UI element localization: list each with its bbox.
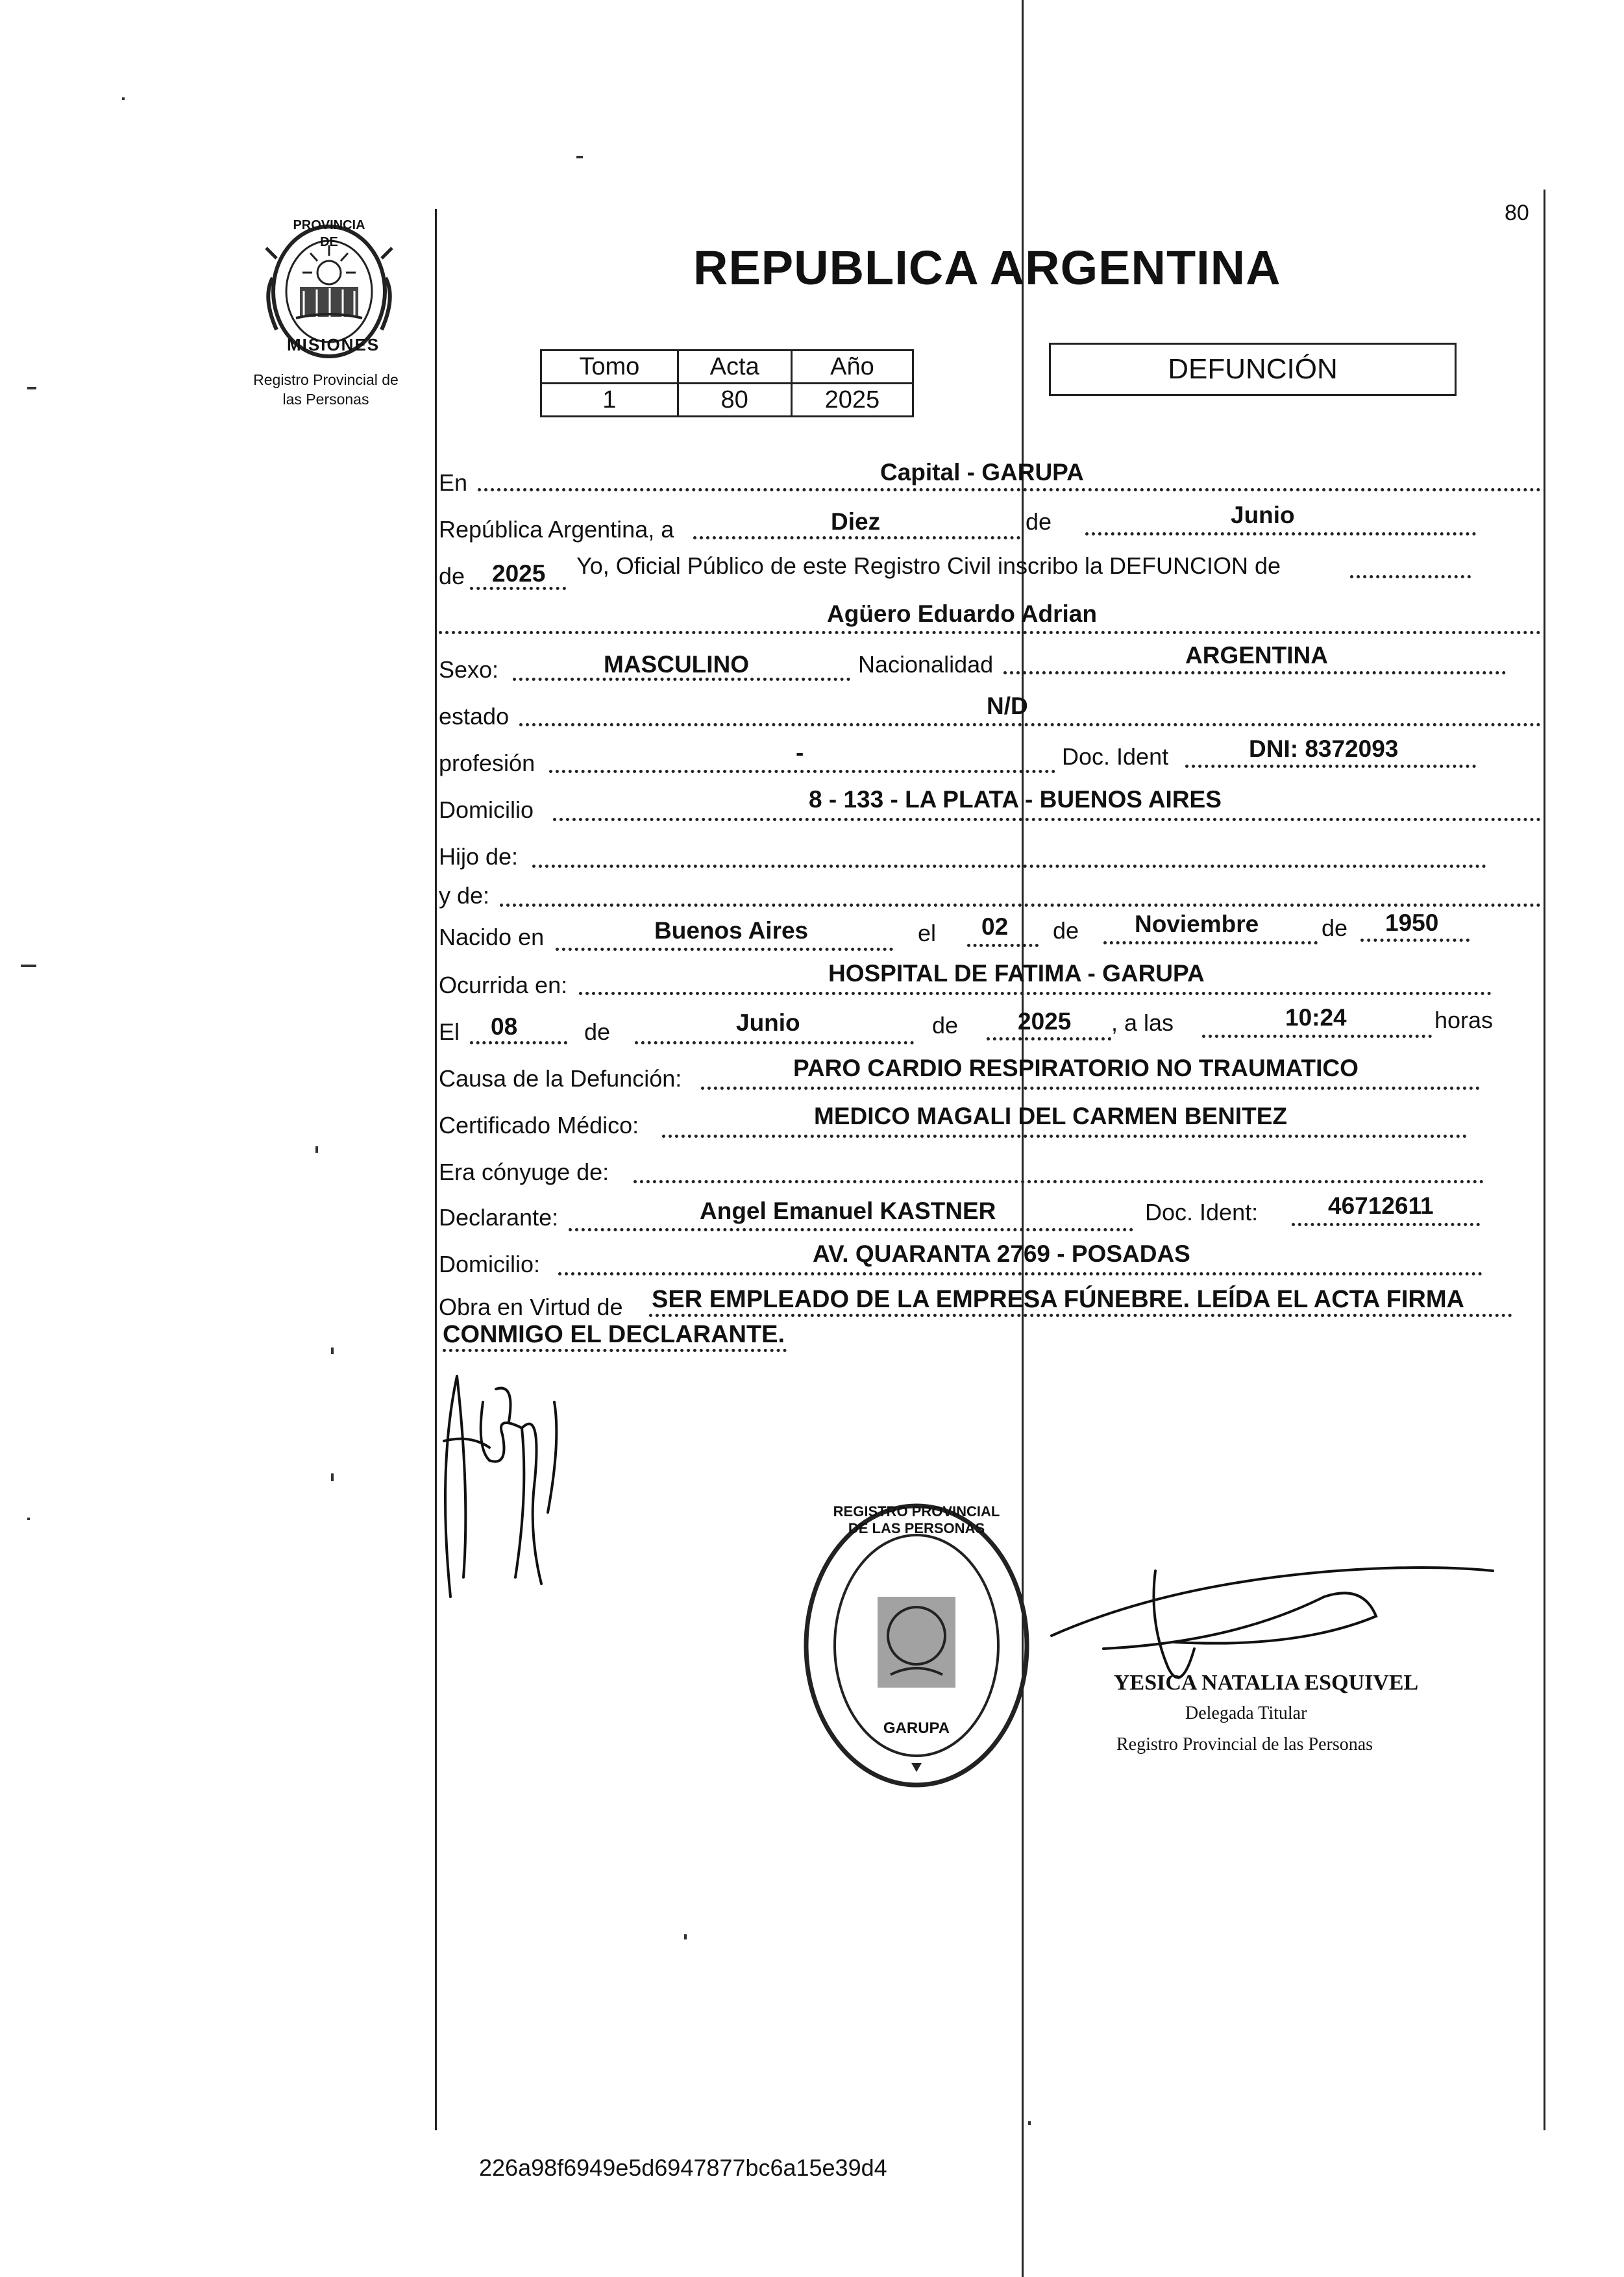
scan-speck bbox=[27, 387, 36, 389]
dotline-def-dia bbox=[470, 1041, 567, 1044]
field-def-dia: 08 bbox=[491, 1013, 518, 1040]
label-hijo-de: Hijo de: bbox=[439, 843, 519, 870]
seal-bottom-text: MISIONES bbox=[287, 335, 380, 354]
dotline-obra-1 bbox=[649, 1314, 1512, 1317]
dotline-nacionalidad bbox=[1003, 671, 1506, 674]
record-col-acta: Acta bbox=[678, 351, 791, 384]
field-sexo: MASCULINO bbox=[604, 651, 750, 678]
field-def-hora: 10:24 bbox=[1285, 1004, 1347, 1031]
official-office: Registro Provincial de las Personas bbox=[1116, 1734, 1373, 1754]
dotline-certificado bbox=[662, 1135, 1467, 1138]
label-domicilio-decl: Domicilio: bbox=[439, 1251, 541, 1277]
scan-speck bbox=[27, 1518, 30, 1520]
dotline-decl-doc bbox=[1292, 1223, 1480, 1226]
registry-line-1: Registro Provincial de bbox=[253, 371, 399, 388]
label-en: En bbox=[439, 469, 468, 496]
record-type-box: DEFUNCIÓN bbox=[1049, 343, 1457, 396]
label-y-de: y de: bbox=[439, 882, 490, 909]
label-certificado: Certificado Médico: bbox=[439, 1112, 639, 1138]
field-certificado: MEDICO MAGALI DEL CARMEN BENITEZ bbox=[814, 1103, 1288, 1129]
label-doc-ident: Doc. Ident bbox=[1062, 743, 1169, 770]
dotline-obra-2 bbox=[443, 1349, 787, 1352]
field-obra-1: SER EMPLEADO DE LA EMPRESA FÚNEBRE. LEÍDA EL ACTA FIRMA bbox=[652, 1286, 1464, 1313]
dotline-en bbox=[478, 488, 1541, 491]
dotline-domicilio bbox=[553, 818, 1541, 821]
dotline-nac-dia bbox=[967, 944, 1039, 947]
official-stamp bbox=[793, 1493, 1040, 1798]
declarant-signature bbox=[431, 1363, 587, 1610]
right-margin-line bbox=[1544, 190, 1545, 2130]
label-profesion: profesión bbox=[439, 750, 535, 776]
label-de-anio: de bbox=[439, 563, 465, 589]
dotline-dia bbox=[693, 536, 1020, 539]
field-nac-anio: 1950 bbox=[1385, 909, 1439, 936]
field-decl-doc: 46712611 bbox=[1328, 1192, 1434, 1219]
label-de-nac-anio: de bbox=[1322, 915, 1348, 941]
page-number: 80 bbox=[1505, 201, 1529, 225]
label-domicilio: Domicilio bbox=[439, 796, 534, 823]
label-de-def-mes: de bbox=[584, 1018, 611, 1045]
record-col-tomo: Tomo bbox=[541, 351, 678, 384]
dotline-causa bbox=[701, 1087, 1480, 1090]
stamp-place: GARUPA bbox=[883, 1719, 950, 1737]
field-nac-mes: Noviembre bbox=[1135, 911, 1259, 937]
field-dia: Diez bbox=[831, 508, 881, 535]
dotline-nac-mes bbox=[1103, 941, 1318, 944]
field-obra-2: CONMIGO EL DECLARANTE. bbox=[443, 1321, 785, 1348]
dotline-mes bbox=[1085, 532, 1476, 535]
stamp-ring-text: REGISTRO PROVINCIAL DE LAS PERSONAS bbox=[833, 1503, 1000, 1536]
field-anio: 2025 bbox=[492, 560, 546, 587]
dotline-nac-anio bbox=[1360, 939, 1470, 942]
label-de-nac-mes: de bbox=[1053, 917, 1079, 944]
dotline-doc-ident bbox=[1185, 765, 1476, 768]
dotline-decl-domicilio bbox=[558, 1272, 1483, 1275]
dotline-nacido-en bbox=[556, 948, 893, 951]
left-margin-line bbox=[435, 209, 437, 2130]
scan-speck bbox=[1028, 2121, 1031, 2125]
label-estado: estado bbox=[439, 703, 510, 730]
record-val-anio: 2025 bbox=[791, 384, 913, 417]
dotline-declarante bbox=[569, 1228, 1133, 1231]
dotline-ocurrida-en bbox=[579, 992, 1492, 995]
official-role: Delegada Titular bbox=[1185, 1703, 1307, 1723]
fold-line bbox=[1022, 0, 1024, 2277]
label-conyuge: Era cónyuge de: bbox=[439, 1159, 609, 1185]
field-def-anio: 2025 bbox=[1018, 1008, 1072, 1035]
scan-speck bbox=[331, 1473, 334, 1481]
record-header-row bbox=[541, 351, 913, 384]
official-name: YESICA NATALIA ESQUIVEL bbox=[1114, 1671, 1419, 1695]
field-nac-dia: 02 bbox=[981, 913, 1009, 940]
dotline-profesion bbox=[549, 770, 1055, 773]
dotline-nombre bbox=[439, 631, 1541, 634]
seal-top-text: PROVINCIA DE bbox=[293, 218, 365, 249]
field-lugar: Capital - GARUPA bbox=[880, 459, 1084, 486]
label-ocurrida-en: Ocurrida en: bbox=[439, 972, 568, 998]
scan-speck bbox=[315, 1146, 318, 1153]
field-decl-domicilio: AV. QUARANTA 2769 - POSADAS bbox=[813, 1240, 1190, 1267]
label-el-cap: El bbox=[439, 1018, 460, 1045]
province-seal bbox=[257, 219, 401, 363]
page-title: REPUBLICA ARGENTINA bbox=[693, 241, 1281, 295]
record-val-tomo: 1 bbox=[541, 384, 678, 417]
label-inscribo: Yo, Oficial Público de este Registro Civil inscribo la DEFUNCION de bbox=[576, 552, 1281, 579]
document-hash: 226a98f6949e5d6947877bc6a15e39d4 bbox=[479, 2154, 887, 2181]
record-table bbox=[540, 349, 914, 417]
label-sexo: Sexo: bbox=[439, 656, 499, 683]
signature-scribble-icon bbox=[431, 1363, 587, 1610]
scan-speck bbox=[331, 1348, 334, 1354]
field-profesion: - bbox=[796, 739, 804, 766]
dotline-def-hora bbox=[1202, 1035, 1432, 1038]
label-nacionalidad: Nacionalidad bbox=[858, 651, 994, 678]
label-nacido-en: Nacido en bbox=[439, 924, 545, 950]
scan-speck bbox=[21, 965, 36, 967]
label-horas: horas bbox=[1434, 1007, 1494, 1033]
field-nacido-en: Buenos Aires bbox=[654, 917, 809, 944]
scan-speck bbox=[576, 156, 583, 158]
dotline-sexo bbox=[513, 678, 850, 681]
dotline-estado bbox=[519, 723, 1541, 726]
label-doc-ident-decl: Doc. Ident: bbox=[1145, 1199, 1259, 1225]
dotline-anio bbox=[470, 587, 566, 590]
record-value-row bbox=[541, 384, 913, 417]
field-domicilio: 8 - 133 - LA PLATA - BUENOS AIRES bbox=[809, 786, 1222, 813]
field-doc-ident: DNI: 8372093 bbox=[1249, 735, 1399, 762]
field-declarante: Angel Emanuel KASTNER bbox=[700, 1198, 996, 1224]
stamp-ring-icon bbox=[793, 1493, 1040, 1798]
dotline-def-mes bbox=[635, 1041, 914, 1044]
field-mes: Junio bbox=[1231, 502, 1295, 528]
label-declarante: Declarante: bbox=[439, 1204, 559, 1231]
field-estado: N/D bbox=[987, 693, 1028, 719]
dotline-y-de bbox=[500, 904, 1541, 907]
field-nacionalidad: ARGENTINA bbox=[1185, 642, 1328, 669]
label-de-mes: de bbox=[1026, 508, 1052, 535]
registry-name bbox=[228, 370, 423, 409]
label-el: el bbox=[918, 920, 937, 946]
field-ocurrida-en: HOSPITAL DE FATIMA - GARUPA bbox=[828, 960, 1205, 987]
field-def-mes: Junio bbox=[736, 1009, 800, 1036]
scan-speck bbox=[684, 1934, 687, 1939]
label-a-las: , a las bbox=[1111, 1009, 1174, 1036]
registry-line-2: las Personas bbox=[282, 391, 369, 408]
record-val-acta: 80 bbox=[678, 384, 791, 417]
dotline-hijo-de bbox=[532, 865, 1486, 868]
label-de-def-anio: de bbox=[932, 1012, 959, 1039]
field-causa: PARO CARDIO RESPIRATORIO NO TRAUMATICO bbox=[793, 1055, 1359, 1081]
label-republica: República Argentina, a bbox=[439, 516, 674, 543]
dotline-def-anio bbox=[987, 1037, 1111, 1040]
dotline-inscribo-end bbox=[1350, 575, 1471, 578]
dotline-conyuge bbox=[634, 1180, 1484, 1183]
scan-speck bbox=[122, 97, 125, 100]
label-causa: Causa de la Defunción: bbox=[439, 1065, 682, 1092]
label-obra: Obra en Virtud de bbox=[439, 1294, 623, 1320]
record-col-anio: Año bbox=[791, 351, 913, 384]
field-nombre: Agüero Eduardo Adrian bbox=[827, 600, 1097, 627]
